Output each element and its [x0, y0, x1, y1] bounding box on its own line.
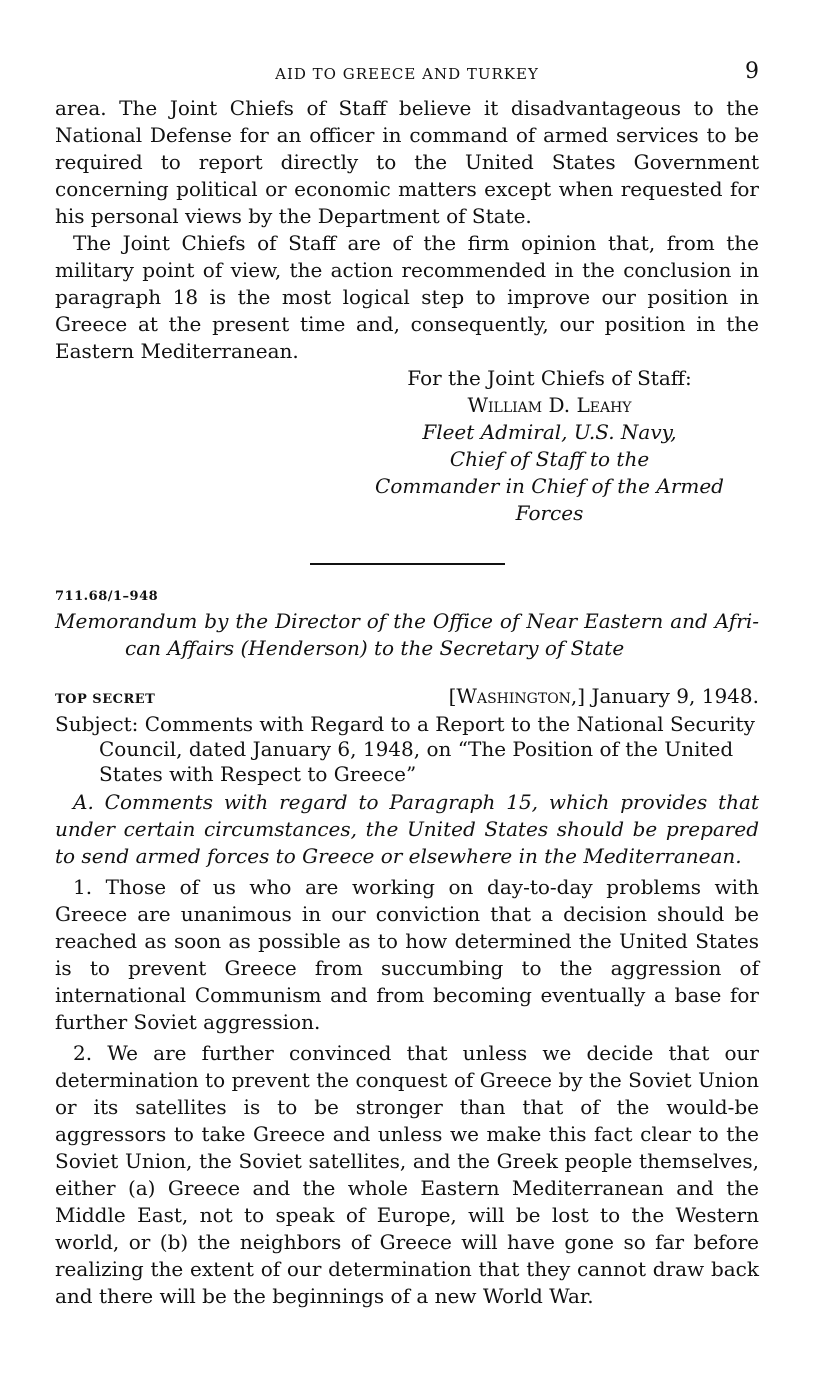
signature-title-1: Fleet Admiral, U.S. Navy,: [422, 420, 677, 444]
page-number: 9: [745, 59, 759, 84]
subject-line: Subject: Comments with Regard to a Report to the National Security Council, dated January 6, 1948, on “The Position of the United States with Respect to Greece”: [55, 712, 755, 786]
running-title: AID TO GREECE AND TURKEY: [275, 65, 539, 83]
dateline: [449, 684, 759, 708]
memo-title-line-2: can Affairs (Henderson) to the Secretary of State: [125, 636, 625, 660]
paragraph-2: 2. We are further convinced that unless we decide that our determination to prevent the conquest of Greece by the Soviet Union or its satellites is to be stronger than that of the would-be aggressors to take Greece and unless we make this fact clear to the Soviet Union, the Soviet satellites, and the Greek people themselves, either (a) Greece and the whole Eastern Mediterranean and the Middle East, not to speak of Europe, will be lost to the Western world, or (b) the neighbors of Greece will have gone so far before realizing the extent of our determination that they cannot draw back and there will be the beginnings of a new World War.: [55, 1041, 759, 1308]
document-page: [55, 55, 759, 1310]
dateline-date: January 9, 1948.: [591, 684, 759, 708]
section-a-heading: A. Comments with regard to Paragraph 15, which provides that under certain circumstances, the United States should be prepared to send armed forces to Greece or elsewhere in the Mediterranean.: [55, 790, 759, 868]
file-number: 711.68/1–948: [55, 589, 159, 604]
signature-block: [340, 365, 759, 527]
signature-name: William D. Leahy: [467, 393, 632, 417]
paragraph-continuation: area. The Joint Chiefs of Staff believe it disadvantageous to the National Defense for an officer in command of armed services to be required to report directly to the United States Government concerning political or economic matters except when requested for his personal views by the Department of State.: [55, 96, 759, 228]
classification-label: TOP SECRET: [55, 692, 156, 707]
page-header: [55, 55, 759, 95]
signature-title-3: Commander in Chief of the Armed Forces: [375, 474, 724, 525]
paragraph-jcs-opinion: The Joint Chiefs of Staff are of the firm opinion that, from the military point of view, the action recommended in the conclusion in paragraph 18 is the most logical step to improve our position in Greece at the present time and, consequently, our position in the Eastern Mediterranean.: [55, 231, 759, 363]
signature-for-line: For the Joint Chiefs of Staff:: [407, 366, 692, 390]
dateline-place: [Washington,]: [448, 684, 586, 708]
section-divider: [310, 563, 505, 565]
paragraph-1: 1. Those of us who are working on day-to-day problems with Greece are unanimous in our conviction that a decision should be reached as soon as possible as to how determined the United States is to prevent Greece from succumbing to the aggression of international Communism and from becoming eventually a base for further Soviet aggression.: [55, 875, 759, 1034]
signature-title-2: Chief of Staff to the: [449, 447, 650, 471]
dateline-row: [55, 684, 759, 708]
memo-title-line-1: Memorandum by the Director of the Office of Near Eastern and Afri-: [55, 609, 759, 633]
memo-title: [55, 608, 759, 662]
